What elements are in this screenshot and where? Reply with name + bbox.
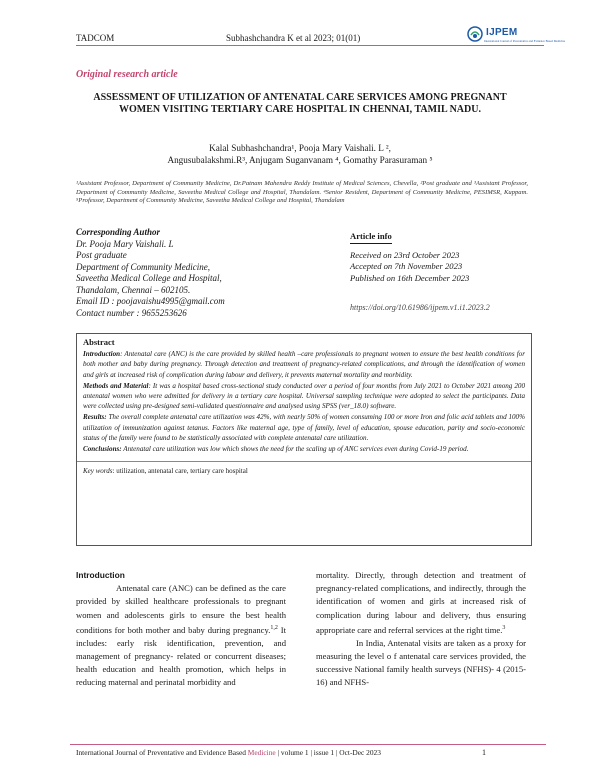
citation-ref: 3 bbox=[502, 624, 506, 631]
doi-link[interactable]: https://doi.org/10.61986/ijpem.v1.i1.2023.2 bbox=[350, 303, 490, 312]
intro-paragraph bbox=[316, 569, 526, 637]
abstract-conclusions bbox=[83, 444, 525, 454]
abstract-results bbox=[83, 412, 525, 443]
corresponding-phone: Contact number : 9655253626 bbox=[76, 307, 187, 318]
corresponding-line: Post graduate bbox=[76, 250, 127, 260]
corresponding-heading: Corresponding Author bbox=[76, 227, 160, 237]
accepted-date: Accepted on 7th November 2023 bbox=[350, 261, 463, 271]
author-line: Kalal Subhashchandra¹, Pooja Mary Vaishali. L ², bbox=[209, 143, 391, 153]
corresponding-line: Dr. Pooja Mary Vaishali. L bbox=[76, 238, 174, 249]
intro-paragraph: In India, Antenatal visits are taken as a proxy for measuring the level o f antenatal care services provided, the successive National family health surveys (NFHS)- 4 (2015-16) and NFHS- bbox=[316, 637, 526, 688]
corresponding-line: Saveetha Medical College and Hospital, bbox=[76, 273, 222, 283]
corresponding-line: Department of Community Medicine, bbox=[76, 261, 210, 272]
intro-paragraph bbox=[76, 582, 286, 689]
intro-text: Antenatal care (ANC) can be defined as the care provided by skilled healthcare professionals to pregnant women and adolescents girls to ensure the best health conditions for both mother and baby during pregnancy. bbox=[76, 583, 286, 635]
page-number: 1 bbox=[482, 748, 486, 757]
article-type: Original research article bbox=[76, 69, 178, 80]
abstract-text: : Antenatal care (ANC) is the care provided by skilled health –care professionals to pregnant women to ensure the best health conditions for both mother and baby during pregnancy. Through detection and treatment of pregnancy-related complications, and through the identification of women and girls at increased risk of complication during labour and delivery, it prevents maternal mortality and morbidity. bbox=[83, 350, 525, 379]
intro-left-column bbox=[76, 569, 286, 690]
received-date: Received on 23rd October 2023 bbox=[350, 249, 460, 260]
footer bbox=[76, 748, 486, 757]
paper-title: ASSESSMENT OF UTILIZATION OF ANTENATAL CARE SERVICES AMONG PREGNANT WOMEN VISITING TERTIARY CARE HOSPITAL IN CHENNAI, TAMIL NADU. bbox=[93, 92, 507, 115]
intro-text: mortality. Directly, through detection and treatment of pregnancy-related complications, and indirectly, through the identification of women and girls at increased risk of complication during labour and delivery, thus ensuring appropriate care and referral services at the right time. bbox=[316, 570, 526, 635]
abstract-methods bbox=[83, 381, 525, 412]
keywords bbox=[83, 466, 525, 476]
abstract-text: : It was a hospital based cross-sectional study conducted over a period of four months from July 2021 to October 2021 among 200 antenatal women who were admitted for delivery in a tertiary care hospital. Universal sampling technique were adopted to select the participants. Data were collected using pre-designed semi-validated questionnaire and analysed using SPSS (ver_18.0) software. bbox=[83, 381, 525, 411]
abstract-label: Results: bbox=[83, 413, 107, 422]
corresponding-author bbox=[76, 227, 326, 319]
intro-right-column bbox=[316, 569, 526, 690]
intro-heading: Introduction bbox=[76, 570, 125, 580]
abstract-introduction bbox=[83, 349, 525, 380]
keywords-text: : utilization, antenatal care, tertiary care hospital bbox=[112, 467, 248, 476]
abstract-text: The overall complete antenatal care utilization was 42%, with nearly 50% of women consuming 100 or more Iron and folic acid tablets and 100% utilization of immunization against tetanus. Factors like maternal age, type of family, level of education, spouse education, parity and socio-economic status of the family were found to be statistically associated with complete antenatal care utilization. bbox=[83, 413, 525, 442]
header-citation: Subhashchandra K et al 2023; 01(01) bbox=[226, 33, 361, 43]
journal-logo bbox=[466, 26, 566, 44]
abstract-label: Introduction bbox=[83, 350, 121, 359]
logo-wordmark: IJPEM bbox=[486, 27, 518, 38]
header-divider bbox=[76, 45, 544, 46]
corresponding-email[interactable]: Email ID : poojavaishu4995@gmail.com bbox=[76, 296, 225, 306]
article-info bbox=[350, 231, 530, 314]
author-line: Angusubalakshmi.R³, Anjugam Suganvanam ⁴, Gomathy Parasuraman ⁵ bbox=[167, 155, 433, 165]
keywords-label: Key words bbox=[83, 467, 113, 476]
footer-journal: International Journal of Preventative and Evidence Based bbox=[76, 748, 246, 757]
abstract-heading: Abstract bbox=[83, 337, 115, 347]
footer-medicine: Medicine bbox=[247, 748, 276, 757]
published-date: Published on 16th December 2023 bbox=[350, 272, 470, 283]
footer-divider bbox=[70, 744, 546, 745]
abstract-label: Methods and Material bbox=[83, 381, 149, 390]
logo-subtext: International Journal of Preventative and Evidence Based Medicine bbox=[484, 39, 566, 43]
abstract-box bbox=[76, 333, 532, 546]
affiliations: ¹Assistant Professor, Department of Community Medicine, Dr.Patnam Mahendra Reddy Institute of Medical Sciences, Chevella, ²Post graduate and ³Assistant Professor, Department of Community Medicine, Saveetha Medical College and Hospital, Thandalam. ⁴Senior Resident, Department of Community Medicine, PESIMSR, Kuppam. ⁵Professor, Department of Community Medicine, Saveetha Medical College and Hospital, Thandalam bbox=[76, 180, 528, 205]
article-info-heading: Article info bbox=[350, 231, 392, 244]
corresponding-line: Thandalam, Chennai – 602105. bbox=[76, 284, 191, 295]
keywords-divider bbox=[77, 461, 531, 462]
author-list bbox=[100, 142, 500, 166]
footer-issue: | volume 1 | issue 1 | Oct-Dec 2023 bbox=[275, 748, 381, 757]
abstract-label: Conclusions: bbox=[83, 445, 122, 454]
logo-emblem-icon bbox=[466, 26, 484, 42]
header-left: TADCOM bbox=[76, 33, 115, 43]
citation-ref: 1,2 bbox=[270, 624, 278, 631]
abstract-text: Antenatal care utilization was low which shows the need for the scaling up of ANC services even during Covid-19 period. bbox=[121, 445, 469, 454]
intro-text: It includes: early risk identification, prevention, and management of pregnancy- related or concurrent diseases; health education and health promotion, which helps in reducing maternal and perinatal morbidity and bbox=[76, 624, 286, 688]
